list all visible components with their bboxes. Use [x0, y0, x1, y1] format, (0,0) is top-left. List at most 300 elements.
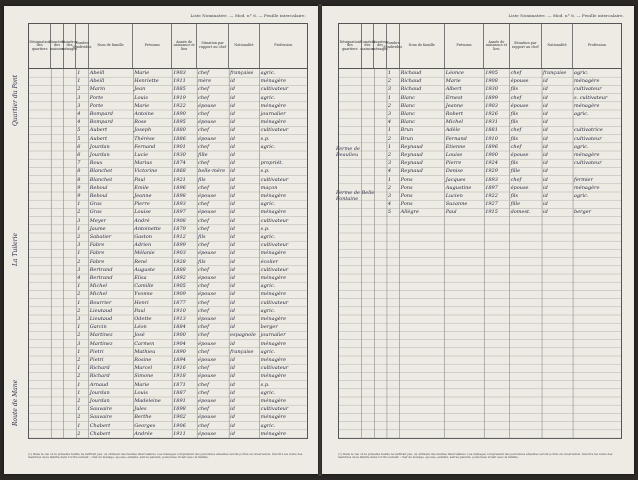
table-row	[29, 266, 307, 274]
cell-empty	[51, 340, 64, 348]
cell-empty	[29, 159, 51, 167]
cell-pro: cultivateur	[260, 365, 289, 372]
cell-sit: chef	[510, 94, 522, 101]
cell-nom: Bourrier	[89, 299, 112, 306]
cell-ann: 1888	[173, 266, 186, 273]
table-row	[29, 315, 307, 323]
cell-empty	[29, 274, 51, 282]
cell-empty	[51, 77, 64, 85]
table-row	[29, 135, 307, 143]
cell-empty	[51, 225, 64, 233]
cell-num: 1	[77, 283, 81, 290]
cell-nom: Pietri	[89, 357, 104, 363]
cell-ann: 1921	[173, 176, 186, 183]
cell-empty	[339, 126, 362, 134]
cell-num: 4	[387, 119, 392, 126]
table-row	[339, 77, 621, 85]
cell-sit: épouse	[510, 78, 529, 85]
cell-sit: épouse	[198, 340, 217, 347]
cell-pro: cultivateur	[260, 86, 289, 93]
table-row	[29, 307, 307, 315]
cell-empty	[51, 151, 64, 159]
cell-empty	[29, 184, 51, 192]
cell-nom: Porte	[89, 94, 104, 101]
cell-nat: id	[230, 201, 235, 208]
table-row	[339, 118, 621, 126]
cell-empty	[64, 176, 77, 184]
cell-nom: Blanc	[400, 111, 415, 117]
cell-nat: id	[542, 127, 548, 134]
cell-ann: 1919	[173, 94, 186, 101]
cell-ann: 1897	[485, 184, 498, 191]
table-row	[29, 143, 307, 151]
cell-nom: Fabre	[89, 242, 105, 249]
cell-nat: id	[230, 307, 235, 314]
cell-empty	[362, 118, 375, 126]
cell-empty	[64, 364, 77, 372]
cell-pro: cultivateur	[260, 242, 289, 249]
cell-empty	[51, 241, 64, 249]
cell-pro: cultivateur	[260, 217, 289, 224]
cell-sit: épouse	[198, 209, 217, 216]
cell-pre: Antoine	[134, 111, 154, 117]
cell-empty	[51, 282, 64, 290]
cell-empty	[51, 422, 64, 430]
cell-pre: Gaston	[134, 234, 152, 240]
cell-pro: s.p.	[260, 381, 270, 388]
cell-nat: id	[230, 119, 235, 126]
cell-pro	[573, 118, 621, 126]
cell-nom: Arnaud	[89, 381, 109, 388]
cell-pro: agric.	[574, 193, 589, 199]
cell-ann: 1903	[173, 70, 186, 76]
table-row	[29, 323, 307, 331]
cell-pre: Antoinette	[134, 225, 161, 232]
cell-pre: Henri	[134, 299, 149, 306]
header-col-4: Nom de famille	[89, 24, 133, 68]
cell-pro: agric.	[574, 143, 589, 150]
cell-pro: s. cultivateur	[574, 94, 608, 101]
cell-empty	[29, 356, 51, 364]
cell-nom: Sabatier	[89, 234, 112, 240]
cell-ann: 1908	[173, 217, 186, 224]
cell-pro: ménagère	[260, 373, 287, 380]
cell-empty	[51, 94, 64, 102]
cell-pre: Marie	[134, 102, 150, 109]
cell-empty	[64, 307, 77, 315]
cell-sit: chef	[198, 242, 209, 249]
cell-sit: chef	[198, 283, 209, 290]
cell-pre: Suzanne	[445, 201, 468, 208]
cell-sit: fille	[510, 168, 521, 175]
cell-empty	[64, 159, 77, 167]
cell-ann: 1931	[485, 119, 498, 126]
cell-num: 3	[77, 94, 81, 101]
cell-pre: Marie	[134, 381, 150, 388]
right-margin-note-2: Ferme de Belle Fontaine	[336, 190, 375, 202]
cell-pro: ménagère	[260, 209, 287, 216]
cell-pro: s.p.	[260, 168, 270, 175]
cell-empty	[51, 356, 64, 364]
cell-empty	[374, 192, 387, 200]
cell-empty	[64, 405, 77, 413]
cell-empty	[339, 102, 362, 110]
cell-empty	[51, 299, 64, 307]
cell-nat: id	[230, 135, 235, 142]
cell-sit: chef	[198, 160, 209, 167]
cell-empty	[362, 167, 375, 175]
cell-sit: fils	[198, 234, 206, 240]
cell-nat: id	[230, 291, 235, 298]
cell-pro: agric.	[260, 143, 276, 150]
table-row	[29, 405, 307, 413]
cell-ann: 1868	[173, 168, 186, 175]
cell-sit: épouse	[198, 119, 217, 126]
cell-sit: épouse	[198, 250, 217, 257]
cell-sit: chef	[198, 70, 209, 76]
header-col-5: Prénoms	[133, 24, 172, 68]
cell-sit: épouse	[198, 398, 217, 404]
cell-pre: Paul	[445, 209, 457, 216]
cell-empty	[64, 110, 77, 118]
cell-nom: Gras	[89, 209, 102, 216]
cell-nat: id	[230, 184, 235, 191]
left-table-header	[28, 23, 308, 69]
cell-num: 1	[77, 201, 81, 208]
cell-pro: cultivateur	[574, 135, 602, 142]
cell-ann: 1924	[485, 160, 498, 167]
cell-empty	[362, 85, 375, 93]
cell-sit: épouse	[198, 135, 217, 142]
cell-nom: Bompard	[89, 111, 113, 117]
cell-sit: épouse	[510, 102, 529, 109]
cell-empty	[51, 102, 64, 110]
cell-ann: 1880	[173, 127, 186, 134]
cell-pre: Marius	[134, 160, 153, 167]
cell-empty	[29, 151, 51, 159]
cell-empty	[64, 184, 77, 192]
cell-sit: chef	[510, 176, 522, 183]
cell-nat: id	[542, 119, 548, 126]
cell-num: 2	[387, 184, 392, 191]
cell-empty	[64, 225, 77, 233]
cell-pro: fermier	[574, 176, 593, 183]
cell-empty	[29, 397, 51, 405]
cell-empty	[29, 143, 51, 151]
cell-empty	[29, 85, 51, 93]
cell-num: 1	[77, 365, 81, 372]
cell-empty	[64, 266, 77, 274]
table-row	[29, 151, 307, 159]
cell-pre: Thérèse	[134, 135, 155, 142]
cell-num: 1	[387, 176, 392, 183]
cell-empty	[64, 413, 77, 421]
cell-nom: Roux	[89, 160, 103, 167]
cell-empty	[64, 233, 77, 241]
cell-pre: Marcel	[134, 365, 153, 372]
cell-empty	[64, 274, 77, 282]
cell-empty	[29, 290, 51, 298]
cell-ann: 1874	[173, 160, 186, 167]
cell-ann: 1911	[173, 78, 186, 85]
cell-sit: chef	[510, 70, 522, 76]
cell-empty	[64, 126, 77, 134]
cell-nom: Brun	[400, 135, 414, 142]
cell-sit: chef	[198, 389, 209, 396]
cell-sit: chef	[198, 86, 209, 93]
cell-num: 1	[387, 70, 392, 76]
cell-pre: Elisa	[134, 275, 147, 281]
cell-pre: Louis	[134, 389, 148, 396]
cell-sit: chef	[198, 406, 209, 413]
cell-empty	[29, 364, 51, 372]
cell-nom: Fabre	[89, 258, 105, 265]
table-row	[29, 381, 307, 389]
cell-empty	[51, 85, 64, 93]
cell-num: 5	[77, 135, 81, 142]
cell-ann: 1871	[173, 381, 186, 388]
cell-pro: s.p.	[260, 135, 270, 142]
left-margin-note-1: Quartier du Pont	[12, 74, 19, 126]
cell-empty	[29, 217, 51, 225]
cell-sit: chef	[510, 143, 522, 150]
cell-ann: 1918	[173, 373, 186, 380]
cell-ann: 1930	[173, 152, 186, 158]
cell-empty	[29, 381, 51, 389]
cell-ann: 1908	[485, 78, 498, 85]
cell-sit: chef	[198, 217, 209, 224]
table-row	[29, 241, 307, 249]
cell-nat: id	[230, 373, 235, 380]
cell-pre: Ernest	[445, 94, 463, 101]
cell-ann: 1910	[485, 135, 498, 142]
cell-empty	[64, 217, 77, 225]
table-row	[29, 225, 307, 233]
cell-pro: ménagère	[260, 357, 287, 363]
cell-sit: épouse	[198, 430, 217, 437]
cell-nom: Reynaud	[400, 152, 423, 158]
table-row	[29, 126, 307, 134]
cell-empty	[374, 118, 387, 126]
cell-nat: id	[230, 430, 235, 437]
cell-sit: chef	[198, 201, 209, 208]
cell-nom: Chabert	[89, 422, 111, 429]
cell-nom: Sauvaire	[89, 414, 113, 421]
cell-pre: André	[134, 217, 150, 224]
cell-empty	[64, 430, 77, 438]
cell-empty	[64, 167, 77, 175]
cell-empty	[29, 340, 51, 348]
cell-empty	[51, 69, 64, 77]
cell-pre: Louise	[445, 152, 463, 158]
cell-empty	[64, 422, 77, 430]
table-row	[339, 151, 621, 159]
cell-pre: Albert	[445, 86, 462, 93]
cell-ann: 1898	[173, 406, 186, 413]
cell-nat: id	[230, 340, 235, 347]
cell-empty	[362, 94, 375, 102]
cell-pro: maçon	[260, 184, 278, 191]
cell-nom: Reboul	[89, 193, 108, 199]
cell-nom: Bertrand	[89, 266, 113, 273]
table-row	[29, 389, 307, 397]
cell-nom: Reboul	[89, 184, 108, 191]
cell-ann: 1928	[173, 258, 186, 265]
cell-empty	[29, 405, 51, 413]
table-row	[339, 94, 621, 102]
cell-pre: Joseph	[134, 127, 152, 134]
cell-pro: berger	[260, 324, 278, 331]
cell-empty	[339, 118, 362, 126]
cell-empty	[29, 126, 51, 134]
cell-nom: Jaume	[89, 225, 106, 232]
cell-empty	[51, 364, 64, 372]
cell-sit: fils	[510, 135, 519, 142]
cell-pro: ménagère	[260, 414, 287, 421]
cell-pro	[573, 200, 621, 208]
cell-pre: Madeleine	[134, 398, 161, 404]
cell-nom: Blanchet	[89, 168, 113, 175]
cell-nom: Reynaud	[400, 168, 423, 175]
cell-empty	[374, 208, 387, 216]
cell-ann: 1929	[485, 168, 498, 175]
cell-empty	[64, 372, 77, 380]
cell-nom: Blanc	[400, 119, 415, 126]
cell-pre: Simone	[134, 373, 154, 380]
header-col-7: Situation par rapport au chef	[510, 24, 542, 68]
cell-empty	[64, 315, 77, 323]
cell-ann: 1909	[173, 291, 186, 298]
cell-ann: 1902	[173, 414, 186, 421]
cell-ann: 1898	[173, 193, 186, 199]
cell-num: 6	[77, 143, 81, 150]
cell-num: 2	[77, 332, 81, 339]
cell-nat: id	[542, 193, 548, 199]
cell-sit: épouse	[198, 102, 217, 109]
cell-nat: française	[230, 70, 254, 76]
table-row	[29, 397, 307, 405]
cell-empty	[362, 208, 375, 216]
cell-empty	[51, 266, 64, 274]
table-row	[339, 176, 621, 184]
cell-empty	[362, 176, 375, 184]
cell-empty	[29, 118, 51, 126]
cell-nat: id	[230, 86, 235, 93]
cell-pre: Jacques	[445, 176, 466, 183]
header-col-5: Prénoms	[445, 24, 484, 68]
cell-pro: cultivateur	[574, 160, 602, 167]
cell-nat: id	[542, 160, 548, 167]
cell-empty	[29, 200, 51, 208]
cell-num: 1	[77, 381, 81, 388]
cell-sit: chef	[198, 365, 209, 372]
cell-nat: id	[542, 111, 548, 117]
cell-empty	[29, 94, 51, 102]
cell-pro: ménagère	[574, 78, 600, 85]
cell-nom: Bertrand	[89, 275, 113, 281]
cell-pre: Pierre	[445, 160, 462, 167]
cell-sit: fils	[510, 160, 519, 167]
cell-pro: journalier	[260, 332, 286, 339]
cell-empty	[51, 118, 64, 126]
table-row	[339, 143, 621, 151]
cell-nat: id	[230, 234, 235, 240]
cell-nom: Michel	[89, 283, 108, 290]
cell-empty	[339, 167, 362, 175]
cell-empty	[51, 389, 64, 397]
cell-nat: id	[230, 127, 235, 134]
cell-sit: épouse	[198, 291, 217, 298]
cell-empty	[64, 389, 77, 397]
cell-ann: 1900	[173, 332, 186, 339]
cell-empty	[339, 94, 362, 102]
cell-sit: chef	[198, 307, 209, 314]
cell-sit: chef	[198, 94, 209, 101]
cell-empty	[64, 282, 77, 290]
cell-pro: ménagère	[260, 275, 287, 281]
cell-empty	[374, 167, 387, 175]
cell-empty	[29, 430, 51, 438]
header-col-4: Nom de famille	[400, 24, 445, 68]
table-row	[339, 167, 621, 175]
cell-nat: id	[230, 102, 235, 109]
cell-pro: ménagère	[260, 291, 287, 298]
cell-nom: Bompard	[89, 119, 113, 126]
cell-nom: Chabert	[89, 430, 111, 437]
cell-empty	[339, 85, 362, 93]
cell-empty	[64, 323, 77, 331]
cell-pre: Rosine	[134, 357, 152, 363]
header-col-0: Désignation des quartiers	[339, 24, 362, 68]
cell-empty	[374, 159, 387, 167]
cell-empty	[51, 405, 64, 413]
cell-num: 1	[77, 250, 81, 257]
cell-ann: 1897	[173, 209, 186, 216]
cell-empty	[51, 110, 64, 118]
cell-nom: Pons	[400, 184, 413, 191]
cell-empty	[64, 381, 77, 389]
cell-num: 1	[77, 324, 81, 331]
cell-ann: 1927	[485, 201, 498, 208]
cell-nom: Marin	[89, 86, 106, 93]
cell-empty	[29, 77, 51, 85]
table-row	[29, 77, 307, 85]
left-running-head: Liste Nominative. — Mod. n° 6. — Feuille intercalaire.	[190, 13, 306, 18]
table-row	[29, 208, 307, 216]
cell-ann: 1922	[173, 102, 186, 109]
cell-ann: 1892	[173, 275, 186, 281]
cell-num: 1	[77, 348, 81, 355]
cell-sit: fille	[510, 201, 521, 208]
cell-empty	[29, 282, 51, 290]
cell-pre: Mélanie	[134, 250, 155, 257]
cell-pro: ménagère	[260, 193, 287, 199]
cell-empty	[374, 176, 387, 184]
cell-nat: id	[230, 193, 235, 199]
cell-pro	[573, 167, 621, 175]
cell-nat: id	[230, 209, 235, 216]
cell-empty	[64, 77, 77, 85]
cell-empty	[374, 200, 387, 208]
table-row	[29, 364, 307, 372]
cell-ann: 1886	[173, 135, 186, 142]
cell-empty	[64, 85, 77, 93]
table-row	[29, 176, 307, 184]
cell-sit: chef	[198, 299, 209, 306]
cell-nom: Aubert	[89, 127, 108, 134]
cell-pre: Michel	[445, 119, 464, 126]
cell-sit: épouse	[510, 152, 529, 158]
